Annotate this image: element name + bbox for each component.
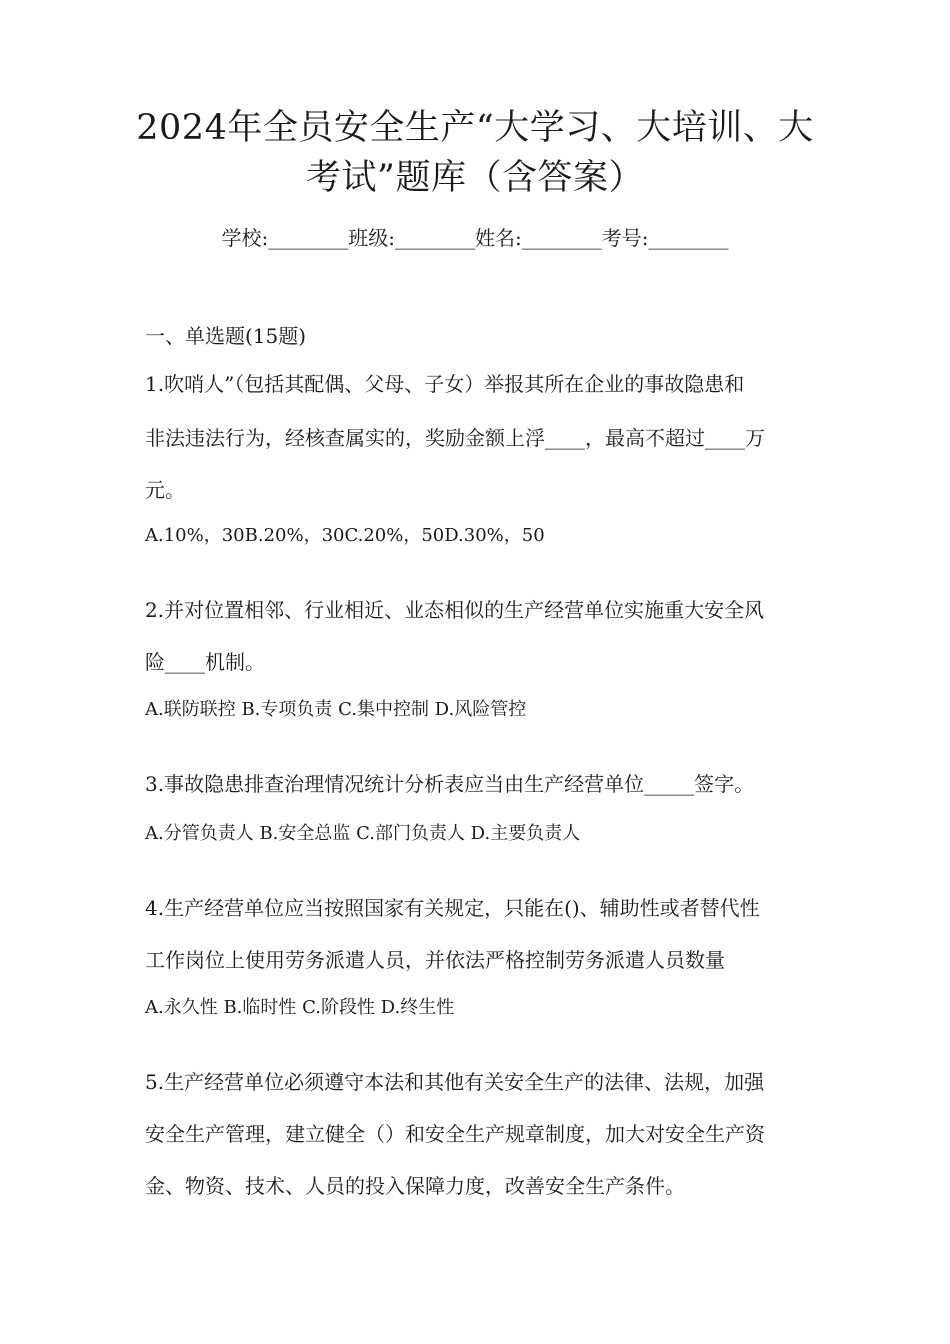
question-1-line-2: 非法违法行为，经核查属实的，奖励金额上浮____，最高不超过____万 [145,426,765,450]
student-info-fields: 学校:________班级:________姓名:________考号:________ [221,226,729,250]
question-1-line-3: 元。 [145,478,185,502]
question-2-line-2: 险____机制。 [145,650,265,674]
question-5-line-3: 金、物资、技术、人员的投入保障力度，改善安全生产条件。 [145,1174,685,1198]
question-5-line-1: 5.生产经营单位必须遵守本法和其他有关安全生产的法律、法规，加强 [145,1070,765,1094]
question-4-line-1: 4.生产经营单位应当按照国家有关规定，只能在()、辅助性或者替代性 [145,896,760,920]
question-2-options: A.联防联控 B.专项负责 C.集中控制 D.风险管控 [145,699,527,720]
question-4-options: A.永久性 B.临时性 C.阶段性 D.终生性 [145,997,455,1018]
question-5-line-2: 安全生产管理，建立健全（）和安全生产规章制度，加大对安全生产资 [145,1122,765,1146]
question-3-options: A.分管负责人 B.安全总监 C.部门负责人 D.主要负责人 [145,823,581,844]
question-1-options: A.10%，30B.20%，30C.20%，50D.30%，50 [145,525,545,546]
question-3-line-1: 3.事故隐患排查治理情况统计分析表应当由生产经营单位_____签字。 [145,772,755,796]
question-1-line-1: 1.吹哨人”（包括其配偶、父母、子女）举报其所在企业的事故隐患和 [145,372,745,396]
document-title-line-1: 2024年全员安全生产“大学习、大培训、大 [136,108,814,148]
section-heading: 一、单选题(15题) [145,324,307,348]
document-title-line-2: 考试”题库（含答案） [306,158,644,198]
question-4-line-2: 工作岗位上使用劳务派遣人员，并依法严格控制劳务派遣人员数量 [145,948,725,972]
question-2-line-1: 2.并对位置相邻、行业相近、业态相似的生产经营单位实施重大安全风 [145,598,765,622]
